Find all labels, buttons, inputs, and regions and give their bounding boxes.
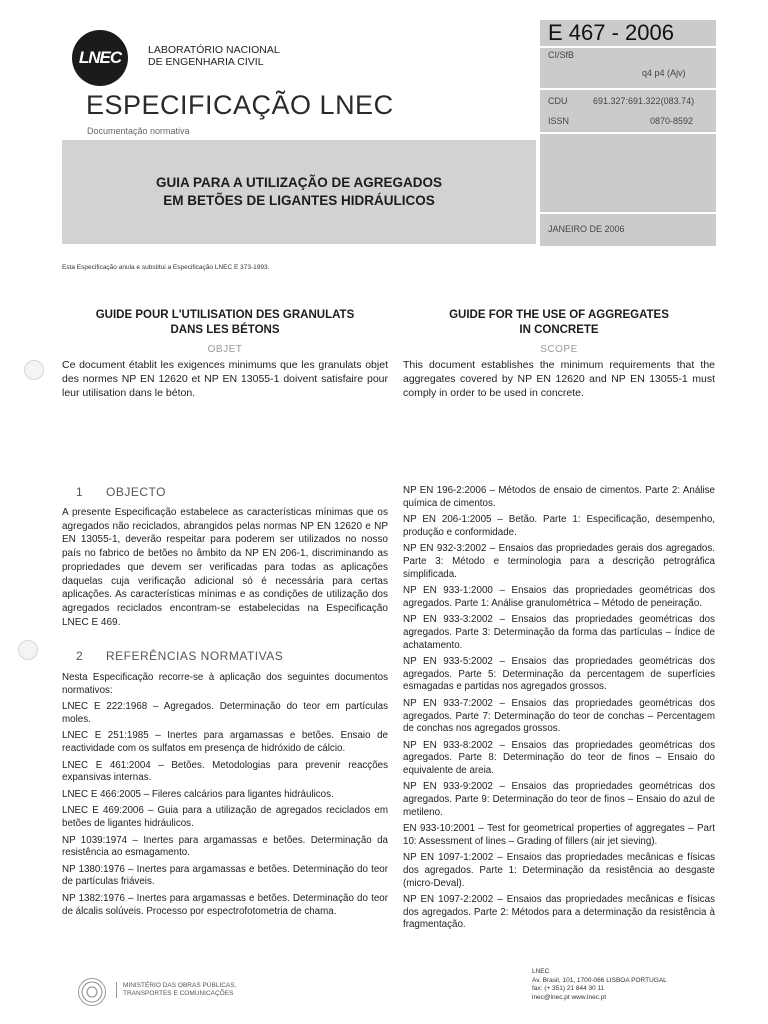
replace-note: Esta Especificação anula e substitui a Especificação LNEC E 373-1993. xyxy=(62,264,270,271)
reference-item: LNEC E 251:1985 – Inertes para argamassas e betões. Ensaio de reactividade com os sulfatos em presença de hidróxido de cálcio. xyxy=(62,730,388,754)
section2-intro: Nesta Especificação recorre-se à aplicação dos seguintes documentos normativos: xyxy=(62,672,388,696)
cisfb-label: CI/SfB xyxy=(548,50,575,60)
reference-item: LNEC E 461:2004 – Betões. Metodologias para prevenir reacções expansivas internas. xyxy=(62,759,388,784)
guide-title-line1: GUIA PARA A UTILIZAÇÃO DE AGREGADOS xyxy=(156,175,442,190)
panel-divider xyxy=(540,46,716,48)
reference-item: LNEC E 222:1968 – Agregados. Determinação do teor em partículas moles. xyxy=(62,701,388,725)
french-title-line1: GUIDE POUR L'UTILISATION DES GRANULATS xyxy=(95,309,355,321)
issue-date: JANEIRO DE 2006 xyxy=(548,224,625,234)
french-subtitle: OBJET xyxy=(207,344,243,355)
issn-label: ISSN xyxy=(548,116,570,126)
french-text: Ce document établit les exigences minimums que les granulats objet des normes NP EN 12620 et NP EN 13055-1 doivent satisfaire pour leur utilisation dans le béton. xyxy=(62,359,388,399)
refs-right-column xyxy=(403,485,715,936)
reference-item: NP EN 933-5:2002 – Ensaios das propriedades geométricas dos agregados. Parte 5: Determinação da percentagem de superfícies esmagadas e partidas nos agregados grossos. xyxy=(403,656,715,693)
lab-name-line1: LABORATÓRIO NACIONAL xyxy=(148,44,280,56)
reference-item: NP EN 206-1:2005 – Betão. Parte 1: Especificação, desempenho, produção e conformidade. xyxy=(403,514,715,538)
doc-type: Documentação normativa xyxy=(87,126,190,136)
section2-number: 2 xyxy=(76,649,84,663)
reference-item: NP 1382:1976 – Inertes para argamassas e betões. Determinação do teor de álcalis solúveis. Processo por espectrofotometria de chama. xyxy=(62,892,388,917)
english-title-line2: IN CONCRETE xyxy=(519,324,599,336)
issn-value: 0870-8592 xyxy=(650,116,694,126)
section1-title: OBJECTO xyxy=(106,485,166,499)
reference-item: NP EN 932-3:2002 – Ensaios das propriedades gerais dos agregados. Parte 3: Método e terminologia para a descrição petrográfica simplificada. xyxy=(403,543,715,580)
guide-title xyxy=(62,174,536,210)
reference-item: NP 1039:1974 – Inertes para argamassas e betões. Determinação da resistência ao esmagamento. xyxy=(62,834,388,859)
cdu-value: 691.327:691.322(083.74) xyxy=(593,96,695,106)
punch-hole xyxy=(18,640,38,660)
reference-item: NP EN 933-1:2000 – Ensaios das propriedades geométricas dos agregados. Parte 1: Análise granulométrica – Método de peneiração. xyxy=(403,585,715,609)
address-fax: fax: (+ 351) 21 844 30 11 xyxy=(532,985,605,992)
panel-divider xyxy=(540,212,716,214)
reference-item: NP EN 933-9:2002 – Ensaios das propriedades geométricas dos agregados. Parte 9: Determinação do teor de finos – Ensaio do azul de metileno. xyxy=(403,781,715,818)
guide-title-line2: EM BETÕES DE LIGANTES HIDRÁULICOS xyxy=(163,193,435,208)
reference-item: NP EN 1097-2:2002 – Ensaios das propriedades mecânicas e físicas dos agregados. Parte 2: Métodos para a determinação da resistência à fragmentação. xyxy=(403,894,715,931)
address-street: Av. Brasil, 101, 1700-066 LISBOA PORTUGAL xyxy=(532,976,667,984)
spec-title: ESPECIFICAÇÃO LNEC xyxy=(86,90,394,120)
reference-item: LNEC E 469:2006 – Guia para a utilização de agregados reciclados em betões de ligantes hidráulicos. xyxy=(62,805,388,829)
punch-hole xyxy=(24,360,44,380)
lab-name xyxy=(148,44,280,68)
cdu-label: CDU xyxy=(548,96,568,106)
spec-code: E 467 - 2006 xyxy=(548,20,674,45)
english-title-line1: GUIDE FOR THE USE OF AGGREGATES xyxy=(449,309,669,321)
ministry-name xyxy=(116,982,236,998)
lnec-address xyxy=(532,968,667,1002)
address-org: LNEC xyxy=(532,968,550,975)
section1-heading xyxy=(76,485,166,499)
panel-divider xyxy=(540,132,716,134)
section2-heading xyxy=(76,649,283,663)
reference-item: LNEC E 466:2005 – Fileres calcários para ligantes hidráulicos. xyxy=(62,788,334,800)
address-contacts: lnec@lnec.pt www.lnec.pt xyxy=(532,993,607,1001)
reference-item: EN 933-10:2001 – Test for geometrical properties of aggregates – Part 10: Assessment of lines – Grading of fillers (air jet sieving). xyxy=(403,823,715,847)
french-title-line2: DANS LES BÉTONS xyxy=(170,324,280,336)
english-title xyxy=(403,308,715,338)
panel-divider xyxy=(540,88,716,90)
ministry-emblem-icon xyxy=(78,978,106,1006)
cisfb-value: q4 p4 (Ajv) xyxy=(642,68,686,78)
ministry-line1: MINISTÉRIO DAS OBRAS PÚBLICAS, xyxy=(123,982,237,989)
reference-item: NP 1380:1976 – Inertes para argamassas e betões. Determinação do teor de partículas friáveis. xyxy=(62,863,388,888)
reference-item: NP EN 933-7:2002 – Ensaios das propriedades geométricas dos agregados. Parte 7: Determinação do teor de conchas – Percentagem de conchas nos agregados grossos. xyxy=(403,697,715,735)
section1-text: A presente Especificação estabelece as características mínimas que os agregados não reciclados, abrangidos pelas normas NP EN 12620 e NP EN 13055-1, deverão respeitar para poderem ser utilizados no nosso país no fabrico de betões no âmbito da NP EN 206-1, discriminando as propriedades que devem ser verificadas para todas as aplicações daquelas cuja verificação adicional só é necessária para certas aplicações. As características mínimas e as condições de utilização dos agregados reciclados encontram-se estabelecidas na Especificação LNEC E 469. xyxy=(62,507,388,628)
section1-number: 1 xyxy=(76,485,84,499)
lab-name-line2: DE ENGENHARIA CIVIL xyxy=(148,56,264,68)
reference-item: NP EN 1097-1:2002 – Ensaios das propriedades mecânicas e físicas dos agregados. Parte 1: Determinação da resistência ao desgaste (micro-Deval). xyxy=(403,852,715,889)
section2-title: REFERÊNCIAS NORMATIVAS xyxy=(106,649,284,663)
lnec-logo: LNEC xyxy=(72,30,128,86)
reference-item: NP EN 933-8:2002 – Ensaios das propriedades geométricas dos agregados. Parte 8: Determinação do teor de finos – Ensaio do equivalente de areia. xyxy=(403,739,715,776)
reference-item: NP EN 933-3:2002 – Ensaios das propriedades geométricas dos agregados. Parte 3: Determinação da forma das partículas – Índice de achatamento. xyxy=(403,614,715,651)
english-text: This document establishes the minimum requirements that the aggregates covered by NP EN 12620 and NP EN 13055-1 must comply in order to be used in concrete. xyxy=(403,359,715,399)
english-subtitle: SCOPE xyxy=(540,344,578,355)
reference-item: NP EN 196-2:2006 – Métodos de ensaio de cimentos. Parte 2: Análise química de cimentos. xyxy=(403,485,715,509)
ministry-line2: TRANSPORTES E COMUNICAÇÕES xyxy=(123,990,234,997)
french-title xyxy=(62,308,388,338)
refs-left-column xyxy=(62,672,388,922)
